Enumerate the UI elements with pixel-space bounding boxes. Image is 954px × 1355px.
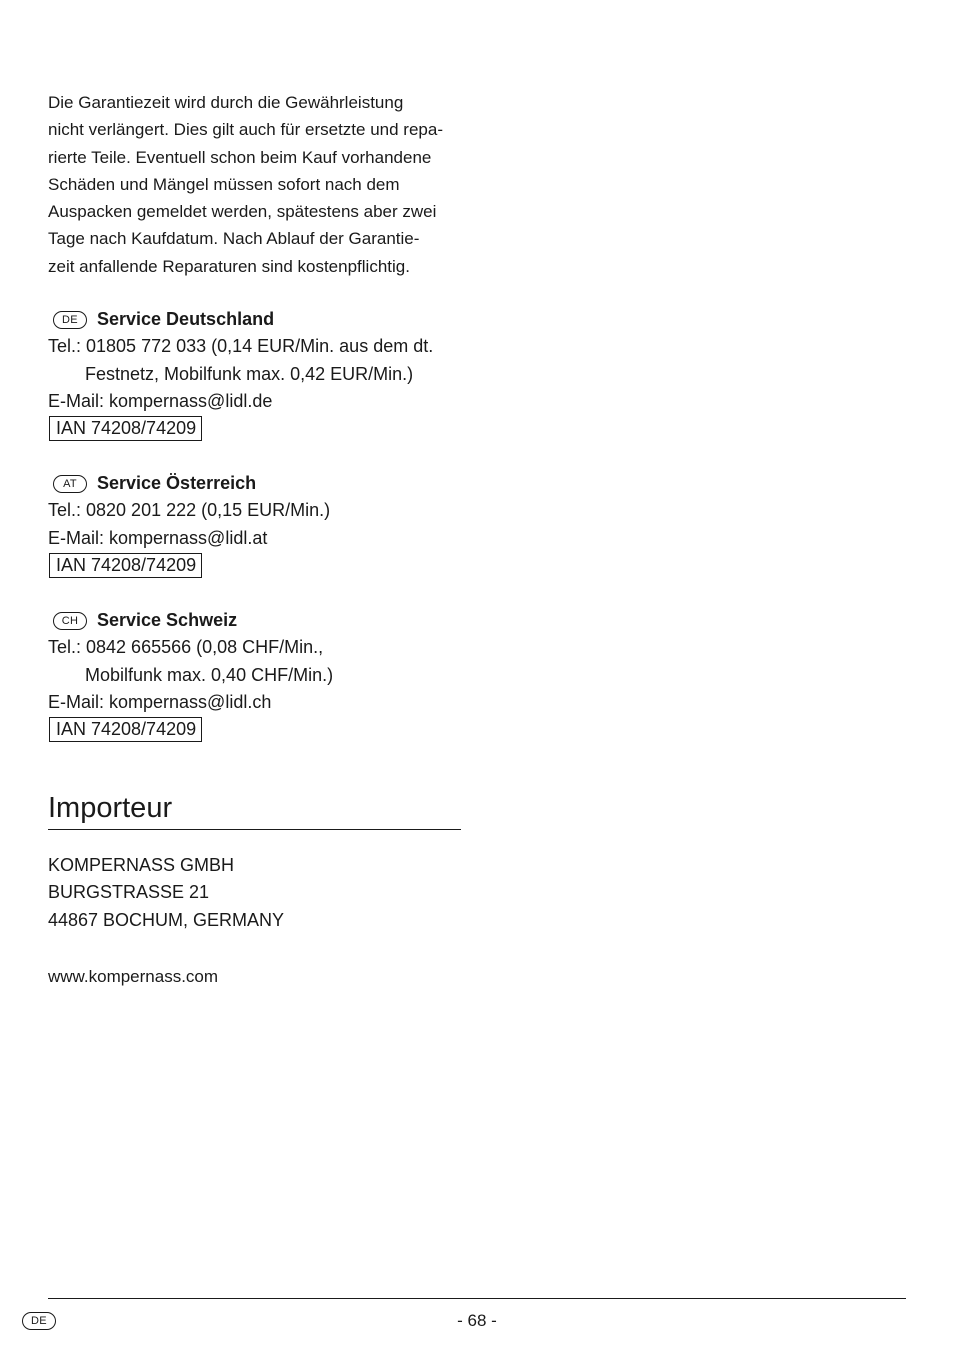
- country-badge-ch: CH: [53, 612, 87, 630]
- service-phone: Tel.: 0842 665566 (0,08 CHF/Min.,: [48, 637, 324, 658]
- warranty-line: Tage nach Kaufdatum. Nach Ablauf der Garantie-: [48, 229, 420, 249]
- warranty-line: Schäden und Mängel müssen sofort nach dem: [48, 174, 400, 194]
- service-title: Service Deutschland: [97, 309, 275, 329]
- country-badge-at: AT: [53, 475, 87, 493]
- service-title: Service Schweiz: [97, 610, 238, 630]
- address-line: KOMPERNASS GMBH: [48, 855, 235, 875]
- address-line: 44867 BOCHUM, GERMANY: [48, 909, 285, 930]
- warranty-line: Auspacken gemeldet werden, spätestens aber zwei: [48, 202, 437, 222]
- footer-divider: [48, 1298, 906, 1299]
- warranty-line: zeit anfallende Reparaturen sind kostenpflichtig.: [48, 256, 410, 276]
- service-switzerland-block: [48, 607, 461, 743]
- service-germany-block: [48, 306, 461, 442]
- service-phone: Tel.: 0820 201 222 (0,15 EUR/Min.): [48, 500, 331, 521]
- country-badge-de: DE: [53, 311, 87, 329]
- service-phone-continued: Festnetz, Mobilfunk max. 0,42 EUR/Min.): [85, 363, 414, 384]
- service-title: Service Österreich: [97, 473, 257, 493]
- service-heading: [48, 607, 461, 634]
- service-heading: [48, 306, 461, 333]
- address-line: BURGSTRASSE 21: [48, 882, 210, 903]
- warranty-paragraph: [48, 89, 461, 280]
- warranty-line: Die Garantiezeit wird durch die Gewährleistung: [48, 93, 404, 112]
- service-heading: [48, 470, 461, 497]
- page-number: - 68 -: [457, 1311, 497, 1330]
- service-email: E-Mail: kompernass@lidl.at: [48, 527, 268, 548]
- warranty-line: rierte Teile. Eventuell schon beim Kauf vorhandene: [48, 147, 432, 167]
- service-phone: Tel.: 01805 772 033 (0,14 EUR/Min. aus dem dt.: [48, 336, 434, 357]
- ian-box: IAN 74208/74209: [49, 717, 202, 742]
- importer-address: [48, 852, 461, 934]
- service-phone-continued: Mobilfunk max. 0,40 CHF/Min.): [85, 664, 334, 685]
- ian-box: IAN 74208/74209: [49, 416, 202, 441]
- importer-website: www.kompernass.com: [48, 967, 219, 986]
- warranty-line: nicht verlängert. Dies gilt auch für ersetzte und repa-: [48, 120, 443, 140]
- service-email: E-Mail: kompernass@lidl.ch: [48, 691, 272, 712]
- footer-country-badge: DE: [22, 1312, 56, 1330]
- importer-heading: Importeur: [48, 788, 461, 830]
- service-austria-block: [48, 470, 461, 579]
- service-email: E-Mail: kompernass@lidl.de: [48, 390, 273, 411]
- ian-box: IAN 74208/74209: [49, 553, 202, 578]
